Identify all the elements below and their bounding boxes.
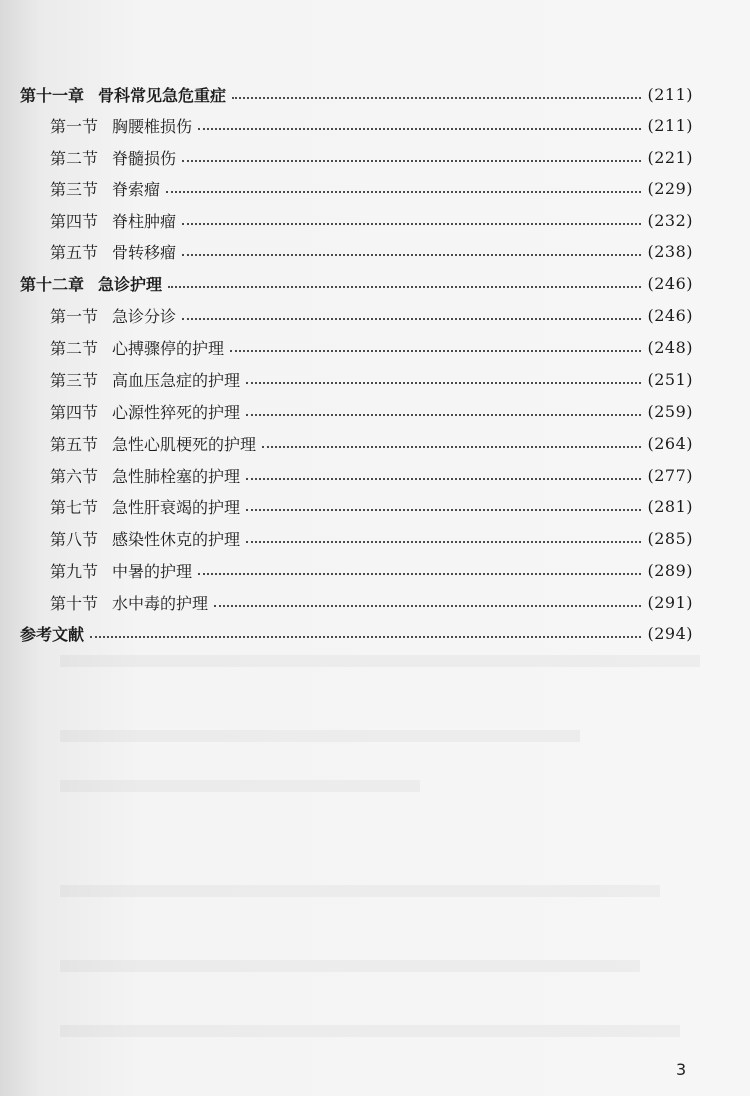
- toc-title: 骨转移瘤: [112, 242, 177, 262]
- toc-page: (211): [647, 115, 693, 135]
- toc-number: 第九节: [50, 561, 99, 581]
- toc-section[interactable]: [50, 110, 693, 140]
- toc-page: (232): [647, 210, 693, 230]
- dot-leader: [246, 508, 641, 511]
- toc-page: (259): [647, 401, 693, 421]
- toc-title: 急性肺栓塞的护理: [112, 466, 241, 486]
- toc-title: 脊柱肿瘤: [112, 211, 177, 231]
- toc-section[interactable]: [50, 396, 693, 426]
- bleed-through: [60, 655, 700, 667]
- bleed-through: [60, 1025, 680, 1037]
- toc-title: 骨科常见急危重症: [98, 85, 227, 105]
- dot-leader: [198, 572, 641, 575]
- toc-number: 第五节: [50, 242, 99, 262]
- dot-leader: [246, 381, 641, 384]
- toc-title: 感染性休克的护理: [112, 529, 241, 549]
- toc-page: (264): [647, 433, 693, 453]
- dot-leader: [182, 253, 641, 256]
- toc-page: (221): [647, 147, 693, 167]
- toc-page: (251): [647, 369, 693, 389]
- toc-section[interactable]: [50, 587, 693, 617]
- dot-leader: [168, 285, 641, 288]
- toc-number: 第八节: [50, 529, 99, 549]
- toc-section[interactable]: [50, 555, 693, 585]
- toc-section[interactable]: [50, 236, 693, 266]
- toc-title: 脊髓损伤: [112, 148, 177, 168]
- toc-title: 脊索瘤: [112, 179, 161, 199]
- toc-section[interactable]: [50, 364, 693, 394]
- toc-number: 第十一章: [20, 85, 85, 105]
- dot-leader: [182, 222, 641, 225]
- bleed-through: [60, 960, 640, 972]
- dot-leader: [230, 349, 641, 352]
- toc-title: 参考文献: [20, 624, 85, 644]
- toc-page: (211): [647, 84, 693, 104]
- toc-number: 第七节: [50, 497, 99, 517]
- page-number: 3: [676, 1060, 687, 1079]
- toc-section[interactable]: [50, 491, 693, 521]
- toc-section[interactable]: [50, 460, 693, 490]
- toc-number: 第六节: [50, 466, 99, 486]
- toc-number: 第二节: [50, 338, 99, 358]
- toc-section[interactable]: [50, 332, 693, 362]
- toc-references[interactable]: [20, 618, 693, 648]
- toc-section[interactable]: [50, 523, 693, 553]
- dot-leader: [90, 635, 641, 638]
- toc-page: (294): [647, 623, 693, 643]
- toc-title: 急诊分诊: [112, 306, 177, 326]
- dot-leader: [246, 477, 641, 480]
- bleed-through: [60, 885, 660, 897]
- toc-number: 第一节: [50, 306, 99, 326]
- dot-leader: [198, 127, 641, 130]
- toc-title: 胸腰椎损伤: [112, 116, 193, 136]
- toc-title: 中暑的护理: [112, 561, 193, 581]
- dot-leader: [232, 96, 641, 99]
- toc-section[interactable]: [50, 300, 693, 330]
- toc-number: 第三节: [50, 179, 99, 199]
- toc-title: 心搏骤停的护理: [112, 338, 225, 358]
- toc-title: 急性心肌梗死的护理: [112, 434, 257, 454]
- toc-number: 第十二章: [20, 274, 85, 294]
- toc-number: 第五节: [50, 434, 99, 454]
- toc-number: 第二节: [50, 148, 99, 168]
- dot-leader: [214, 604, 641, 607]
- bleed-through: [60, 780, 420, 792]
- dot-leader: [182, 159, 641, 162]
- toc-title: 急性肝衰竭的护理: [112, 497, 241, 517]
- toc-page: (289): [647, 560, 693, 580]
- toc-number: 第一节: [50, 116, 99, 136]
- dot-leader: [182, 317, 641, 320]
- toc-page: (281): [647, 496, 693, 516]
- dot-leader: [246, 540, 641, 543]
- dot-leader: [262, 445, 641, 448]
- toc-number: 第三节: [50, 370, 99, 390]
- toc-section[interactable]: [50, 428, 693, 458]
- toc-title: 心源性猝死的护理: [112, 402, 241, 422]
- toc-section[interactable]: [50, 205, 693, 235]
- toc-page: (285): [647, 528, 693, 548]
- toc-section[interactable]: [50, 142, 693, 172]
- toc-section[interactable]: [50, 173, 693, 203]
- dot-leader: [166, 190, 641, 193]
- dot-leader: [246, 413, 641, 416]
- toc-title: 水中毒的护理: [112, 593, 209, 613]
- toc-title: 高血压急症的护理: [112, 370, 241, 390]
- toc-page: (238): [647, 241, 693, 261]
- toc-chapter-12[interactable]: [20, 268, 693, 298]
- toc-page: (291): [647, 592, 693, 612]
- toc-page: (277): [647, 465, 693, 485]
- toc-page: (246): [647, 273, 693, 293]
- toc-chapter-11[interactable]: [20, 79, 693, 109]
- toc-number: 第四节: [50, 211, 99, 231]
- toc-page: (246): [647, 305, 693, 325]
- toc-title: 急诊护理: [98, 274, 163, 294]
- toc-page: (248): [647, 337, 693, 357]
- toc-number: 第四节: [50, 402, 99, 422]
- toc-number: 第十节: [50, 593, 99, 613]
- toc-page: (229): [647, 178, 693, 198]
- bleed-through: [60, 730, 580, 742]
